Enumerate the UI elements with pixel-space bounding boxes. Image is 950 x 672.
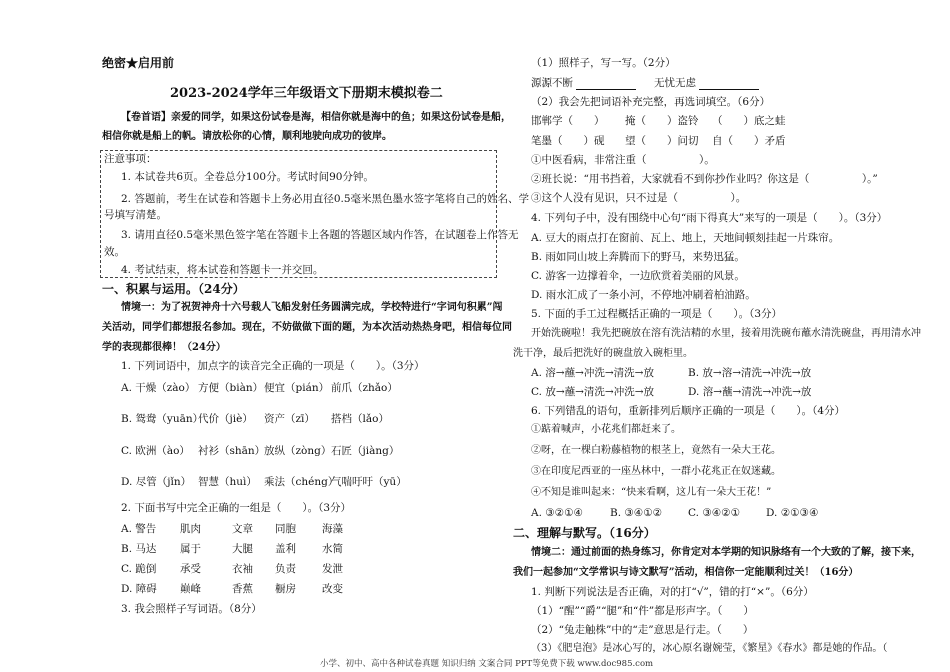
r1-example-b — [654, 76, 759, 90]
scene-1-line-1: 情境一：为了祝贺神舟十六号载人飞船发射任务圆满完成，学校特进行“字词句积累”闯 — [121, 302, 503, 313]
q2-c-1: C. 跪倒 — [121, 563, 157, 575]
scene-2-line-2: 我们一起参加“文学常识与诗文默写”活动，相信你一定能顺利过关！（16分） — [513, 567, 859, 578]
q4-option-c: C. 游客一边撑着伞，一边欣赏着美丽的风景。 — [531, 270, 745, 282]
q1-option-c4: 石匠（jiàng） — [331, 445, 400, 457]
q2-a-3: 文章 — [232, 523, 253, 535]
q2-a-1: A. 警告 — [121, 523, 157, 535]
q4-option-d: D. 雨水汇成了一条小河，不停地冲刷着柏油路。 — [531, 289, 756, 301]
page-title: 2023-2024学年三年级语文下册期末模拟卷二 — [170, 86, 443, 101]
judge-question: 1. 判断下列说法是否正确，对的打“√”，错的打“×”。（6分） — [531, 586, 814, 598]
section-1-heading: 一、积累与运用。（24分） — [102, 282, 245, 296]
r2-label: （2）我会先把词语补充完整，再选词填空。（6分） — [531, 96, 771, 108]
q2-a-4: 同胞 — [275, 523, 296, 535]
scene-1-line-2: 关活动，同学们都想报名参加。现在，不妨做做下面的题，为本次活动热热身吧，相信每位同 — [102, 322, 512, 333]
q2-b-1: B. 马达 — [121, 543, 157, 555]
r2-idiom-1: 邯郸学（ ） — [531, 115, 605, 127]
q1-option-b4: 搭档（lǎo） — [331, 413, 389, 425]
q1-option-a1: A. 干燥（zào） — [121, 382, 196, 394]
q1-option-c1: C. 欧洲（ào） — [121, 445, 190, 457]
judge-item-3: （3）《肥皂泡》是冰心写的，冰心原名谢婉莹，《繁星》《春水》都是她的作品。（ — [531, 643, 888, 654]
judge-item-1: （1）“醒”“爵”“腿”和“件”都是形声字。（ ） — [531, 605, 754, 617]
q6-sentence-2: ②呀，在一棵白粉藤植物的根茎上，竟然有一朵大王花。 — [531, 445, 781, 456]
notice-3a: 3. 请用直径0.5毫米黑色签字笔在答题卡上各题的答题区域内作答，在试题卷上作答无 — [121, 229, 519, 241]
q2-b-3: 大腿 — [232, 543, 253, 555]
q1-option-a4: 前爪（zhǎo） — [331, 382, 398, 394]
q2-b-2: 属于 — [180, 543, 201, 555]
q2-d-1: D. 障碍 — [121, 583, 157, 595]
preface-line-1: 【卷首语】亲爱的同学，如果这份试卷是海，相信你就是海中的鱼；如果这份试卷是船， — [121, 112, 511, 123]
r2-sentence-3: ③这个人没有见识，只不过是（ ）。 — [531, 192, 747, 204]
q1-option-a2: 方便（biàn） — [198, 382, 264, 394]
r2-idiom-6: 自（ ）矛盾 — [712, 135, 786, 147]
q6-sentence-3: ③在印度尼西亚的一座丛林中，一群小花兆正在奴迷藏。 — [531, 466, 781, 477]
q2-b-4: 盖利 — [275, 543, 296, 555]
notice-1: 1. 本试卷共6页。全卷总分100分。考试时间90分钟。 — [121, 171, 374, 183]
r1-label: （1）照样子，写一写。（2分） — [531, 57, 676, 69]
q1-option-a3: 便宜（pián） — [264, 382, 330, 394]
q1-option-d1: D. 尽管（jǐn） — [121, 476, 192, 488]
r2-idiom-4: 笔墨（ ）砚 — [531, 135, 605, 147]
q1-option-b1: B. 鸳鸯（yuān） — [121, 413, 204, 425]
question-2: 2. 下面书写中完全正确的一组是（ ）。（3分） — [121, 502, 352, 514]
q1-option-c2: 衬衫（shān） — [198, 445, 266, 457]
question-4: 4. 下列句子中，没有围绕中心句“雨下得真大”来写的一项是（ ）。（3分） — [531, 212, 888, 224]
q2-d-2: 巅峰 — [180, 583, 201, 595]
r2-idiom-3: （ ）底之蛙 — [712, 115, 786, 127]
q6-option-c: C. ③④②① — [688, 507, 740, 519]
q2-c-3: 衣袖 — [232, 563, 253, 575]
preface-line-2: 相信你就是船上的帆。请放松你的心情，顺利地驶向成功的彼岸。 — [102, 131, 392, 142]
q1-option-d2: 智慧（huì） — [198, 476, 257, 488]
r1-word-a: 源源不断 — [531, 77, 573, 89]
notice-2a: 2. 答题前，考生在试卷和答题卡上务必用直径0.5毫米黑色墨水签字笔将自己的姓名、学 — [121, 193, 530, 205]
question-6: 6. 下列错乱的语句，重新排列后顺序正确的一项是（ ）。（4分） — [531, 405, 846, 417]
r1-example-a — [531, 76, 636, 90]
secret-label: 绝密★启用前 — [102, 56, 175, 70]
q4-option-a: A. 豆大的雨点打在窗前、瓦上、地上，天地间顿刻挂起一片珠帘。 — [531, 232, 840, 244]
r2-sentence-1: ①中医看病，非常注重（ ）。 — [531, 154, 715, 166]
q6-option-b: B. ③④①② — [610, 507, 663, 519]
section-2-heading: 二、理解与默写。（16分） — [513, 526, 656, 540]
q2-a-5: 海藻 — [322, 523, 343, 535]
q2-c-4: 负责 — [275, 563, 296, 575]
notice-3b: 效。 — [104, 246, 125, 258]
q2-c-5: 发泄 — [322, 563, 343, 575]
question-1: 1. 下列词语中，加点字的读音完全正确的一项是（ ）。（3分） — [121, 360, 425, 372]
notice-2b: 号填写清楚。 — [104, 209, 167, 221]
notice-title: 注意事项： — [104, 153, 157, 165]
r2-idiom-2: 掩（ ）盗铃 — [625, 115, 699, 127]
r1-word-b: 无忧无虑 — [654, 77, 696, 89]
q1-option-d3: 乘法（chéng） — [264, 476, 339, 488]
r1-blank-b[interactable] — [699, 79, 759, 90]
q2-b-5: 水简 — [322, 543, 343, 555]
q1-option-b2: 代价（jiè） — [198, 413, 253, 425]
q5-option-c: C. 放→蘸→清洗→冲洗→放 — [531, 386, 655, 398]
q2-d-4: 橱房 — [275, 583, 296, 595]
q6-sentence-4: ④不知是谁叫起来：“快来看啊，这儿有一朵大王花！” — [531, 487, 772, 498]
question-3: 3. 我会照样子写词语。（8分） — [121, 603, 262, 615]
page-footer: 小学、初中、高中各种试卷真题 知识归纳 文案合同 PPT等免费下载 www.doc985.com — [320, 659, 654, 669]
q1-option-d4: 气喘吁吁（yū） — [331, 476, 407, 488]
q2-d-5: 改变 — [322, 583, 343, 595]
r1-blank-a[interactable] — [576, 79, 636, 90]
question-5: 5. 下面的手工过程概括正确的一项是（ ）。（3分） — [531, 308, 783, 320]
q4-option-b: B. 雨如同山坡上奔腾而下的野马，来势迅猛。 — [531, 251, 745, 263]
q5-option-a: A. 溶→蘸→冲洗→清洗→放 — [531, 367, 654, 379]
scene-2-line-1: 情境二：通过前面的热身练习，你肯定对本学期的知识脉络有一个大致的了解，接下来， — [531, 547, 921, 558]
r2-idiom-5: 望（ ）问切 — [625, 135, 699, 147]
q6-option-a: A. ③②①④ — [531, 507, 583, 519]
q6-sentence-1: ①踮着喊声，小花兆们都赶来了。 — [531, 424, 681, 435]
q2-c-2: 承受 — [180, 563, 201, 575]
q1-option-b3: 资产（zī） — [264, 413, 315, 425]
r2-sentence-2: ②班长说：“用书挡着，大家就看不到你抄作业吗？你这是（ ）。” — [531, 173, 878, 185]
q6-option-d: D. ②①③④ — [766, 507, 819, 519]
q5-option-b: B. 放→溶→清洗→冲洗→放 — [688, 367, 812, 379]
q2-a-2: 肌肉 — [180, 523, 201, 535]
q5-option-d: D. 溶→蘸→清洗→冲洗→放 — [688, 386, 812, 398]
judge-item-2: （2）“兔走触株”中的“走”意思是行走。（ ） — [531, 624, 754, 636]
scene-1-line-3: 学的表现都很棒！（24分） — [102, 342, 226, 353]
q5-passage-1: 开始洗碗啦！我先把碗放在溶有洗洁精的水里，接着用洗碗布蘸水清洗碗盘，再用清水冲 — [531, 328, 921, 339]
notice-4: 4. 考试结束，将本试卷和答题卡一并交回。 — [121, 264, 324, 276]
q5-passage-2: 洗干净，最后把洗好的碗盘放入碗柜里。 — [513, 348, 693, 359]
q1-option-c3: 放纵（zòng） — [264, 445, 332, 457]
q2-d-3: 香蕉 — [232, 583, 253, 595]
